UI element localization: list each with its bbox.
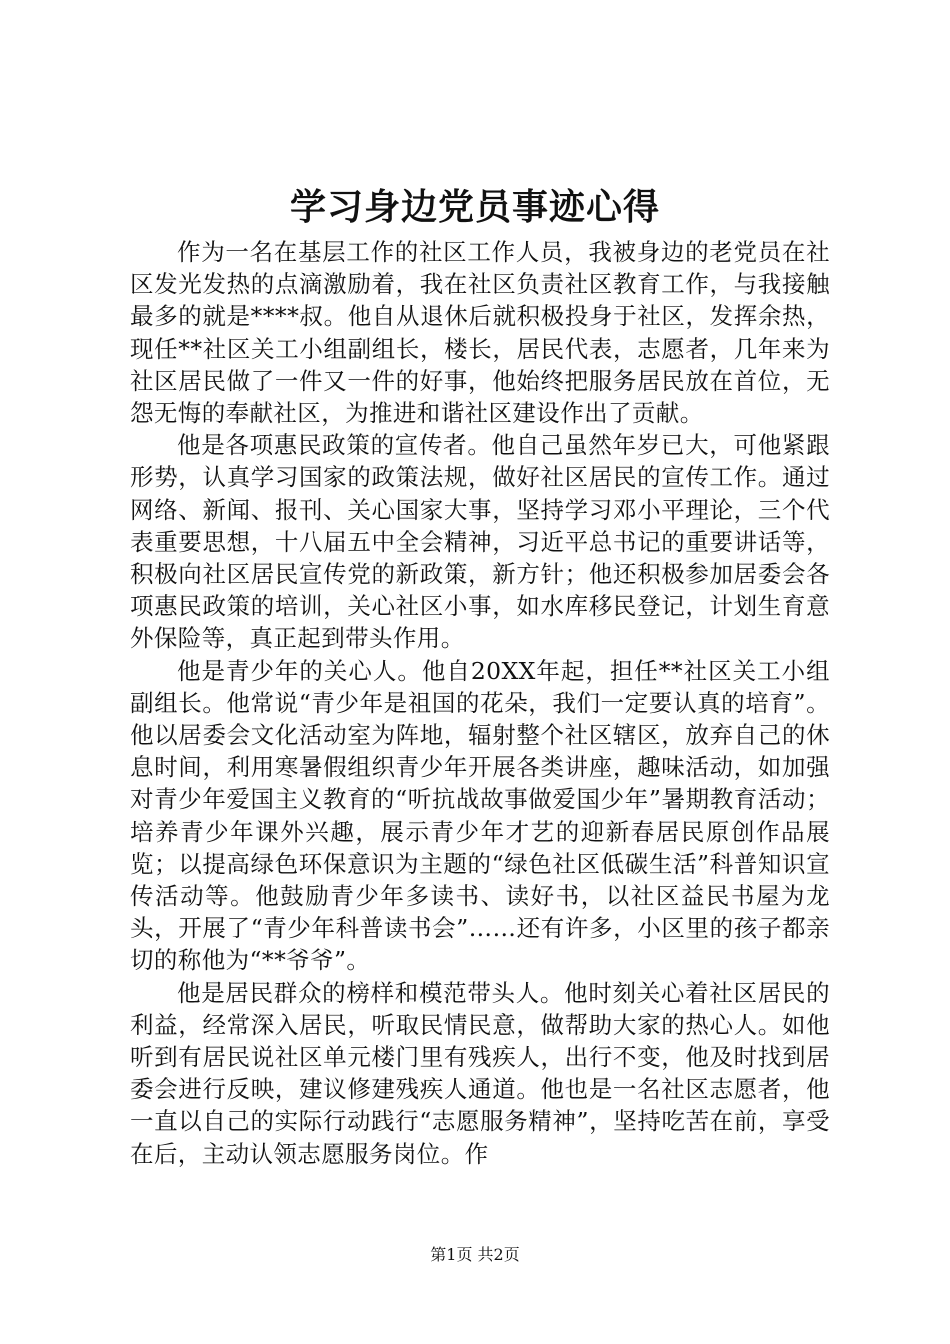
paragraph-youth-caretaker: 他是青少年的关心人。他自20XX年起，担任**社区关工小组副组长。他常说“青少年是祖国的花朵，我们一定要认真的培育”。他以居委会文化活动室为阵地，辐射整个社区辖区，放弃自己的休息时间，利用寒暑假组织青少年开展各类讲座，趣味活动，如加强对青少年爱国主义教育的“听抗战故事做爱国少年”暑期教育活动；培养青少年课外兴趣，展示青少年才艺的迎新春居民原创作品展览；以提高绿色环保意识为主题的“绿色社区低碳生活”科普知识宣传活动等。他鼓励青少年多读书、读好书，以社区益民书屋为龙头，开展了“青少年科普读书会”……还有许多，小区里的孩子都亲切的称他为“**爷爷”。	[130, 656, 830, 975]
paragraph-policy-promoter: 他是各项惠民政策的宣传者。他自己虽然年岁已大，可他紧跟形势，认真学习国家的政策法规，做好社区居民的宣传工作。通过网络、新闻、报刊、关心国家大事，坚持学习邓小平理论，三个代表重要思想，十八届五中全会精神，习近平总书记的重要讲话等，积极向社区居民宣传党的新政策，新方针；他还积极参加居委会各项惠民政策的培训，关心社区小事，如水库移民登记，计划生育意外保险等，真正起到带头作用。	[130, 431, 830, 653]
paragraph-role-model: 他是居民群众的榜样和模范带头人。他时刻关心着社区居民的利益，经常深入居民，听取民情民意，做帮助大家的热心人。如他听到有居民说社区单元楼门里有残疾人，出行不变，他及时找到居委会进行反映，建议修建残疾人通道。他也是一名社区志愿者，他一直以自己的实际行动践行“志愿服务精神”，坚持吃苦在前，享受在后，主动认领志愿服务岗位。作	[130, 978, 830, 1168]
document-body	[130, 236, 830, 1170]
page-number-footer: 第1页 共2页	[430, 1245, 520, 1264]
paragraph-intro: 作为一名在基层工作的社区工作人员，我被身边的老党员在社区发光发热的点滴激励着，我在社区负责社区教育工作，与我接触最多的就是****叔。他自从退休后就积极投身于社区，发挥余热，现任**社区关工小组副组长，楼长，居民代表，志愿者，几年来为社区居民做了一件又一件的好事，他始终把服务居民放在首位，无怨无悔的奉献社区，为推进和谐社区建设作出了贡献。	[130, 238, 830, 428]
document-title: 学习身边党员事迹心得	[289, 186, 660, 228]
